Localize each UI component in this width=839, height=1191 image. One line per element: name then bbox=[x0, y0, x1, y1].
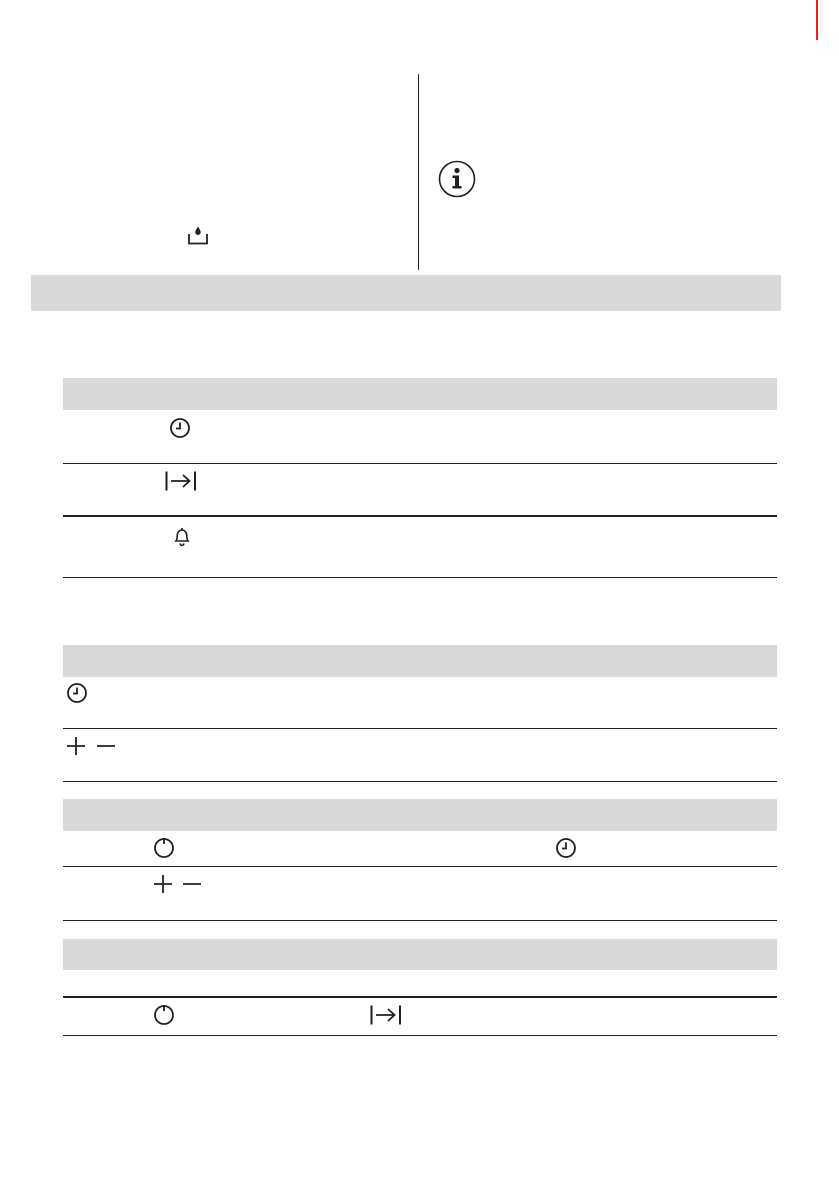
clock-icon bbox=[555, 837, 577, 859]
bell-icon bbox=[171, 526, 193, 548]
table-header bbox=[63, 378, 777, 410]
plus-icon bbox=[66, 736, 86, 756]
table-row-divider bbox=[63, 515, 777, 517]
table-row-divider bbox=[63, 1035, 777, 1036]
table-row-divider bbox=[63, 996, 777, 998]
table-header bbox=[63, 645, 777, 677]
column-divider bbox=[418, 74, 419, 270]
info-icon bbox=[438, 160, 476, 198]
timer-icon bbox=[153, 837, 175, 859]
minus-icon bbox=[182, 874, 202, 894]
table-header bbox=[63, 939, 777, 970]
minus-icon bbox=[96, 736, 116, 756]
water-tray-icon bbox=[187, 226, 209, 246]
clock-icon bbox=[66, 682, 88, 704]
table-row-divider bbox=[63, 920, 777, 921]
table-header bbox=[63, 799, 777, 831]
table-row-divider bbox=[63, 463, 777, 464]
page-edge-mark bbox=[816, 0, 818, 40]
section-header-bar bbox=[31, 275, 781, 311]
table-row-divider bbox=[63, 728, 777, 729]
table-row-divider bbox=[63, 781, 777, 782]
plus-icon bbox=[153, 874, 173, 894]
table-row-divider bbox=[63, 866, 777, 867]
duration-end-icon bbox=[165, 470, 197, 492]
duration-end-icon bbox=[370, 1004, 402, 1026]
timer-icon bbox=[153, 1004, 175, 1026]
table-row-divider bbox=[63, 577, 777, 578]
clock-icon bbox=[169, 417, 191, 439]
